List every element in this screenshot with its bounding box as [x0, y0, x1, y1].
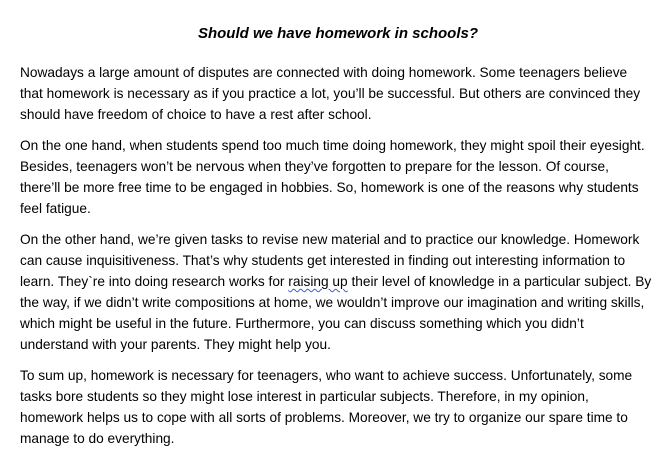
grammar-flagged-phrase[interactable]: raising up [288, 274, 348, 289]
paragraph-introduction: Nowadays a large amount of disputes are connected with doing homework. Some teenagers believe that homework is necessary as if you practice a lot, you’ll be successful. But others are convinced they should have freedom of choice to have a rest after school. [20, 65, 641, 122]
paragraph-arguments-for [20, 229, 652, 355]
document-title: Should we have homework in schools? [197, 25, 479, 42]
document-page [20, 24, 652, 459]
paragraph-text-start: On the other hand, we’re given tasks to revise new material and to practice our knowledge. Homework can cause inquisitiveness. That’s why students get interested in finding out interesting information to learn. They`re into doing research works for [20, 232, 640, 289]
paragraph-text-end: their level of knowledge in a particular subject. By the way, if we didn’t write compositions at home, we wouldn’t improve our imagination and writing skills, which might be useful in the future. Furthermore, you can discuss something which you didn’t understand with your parents. They might help you. [20, 274, 652, 352]
paragraph-conclusion: To sum up, homework is necessary for teenagers, who want to achieve success. Unfortunately, some tasks bore students so they might lose interest in particular subjects. Therefore, in my opinion, homework helps us to cope with all sorts of problems. Moreover, we try to organize our spare time to manage to do everything. [20, 368, 633, 446]
paragraph-arguments-against: On the one hand, when students spend too much time doing homework, they might spoil their eyesight. Besides, teenagers won’t be nervous when they’ve forgotten to prepare for the lesson. Of course, there’ll be more free time to be engaged in hobbies. So, homework is one of the reasons why students feel fatigue. [20, 138, 645, 216]
